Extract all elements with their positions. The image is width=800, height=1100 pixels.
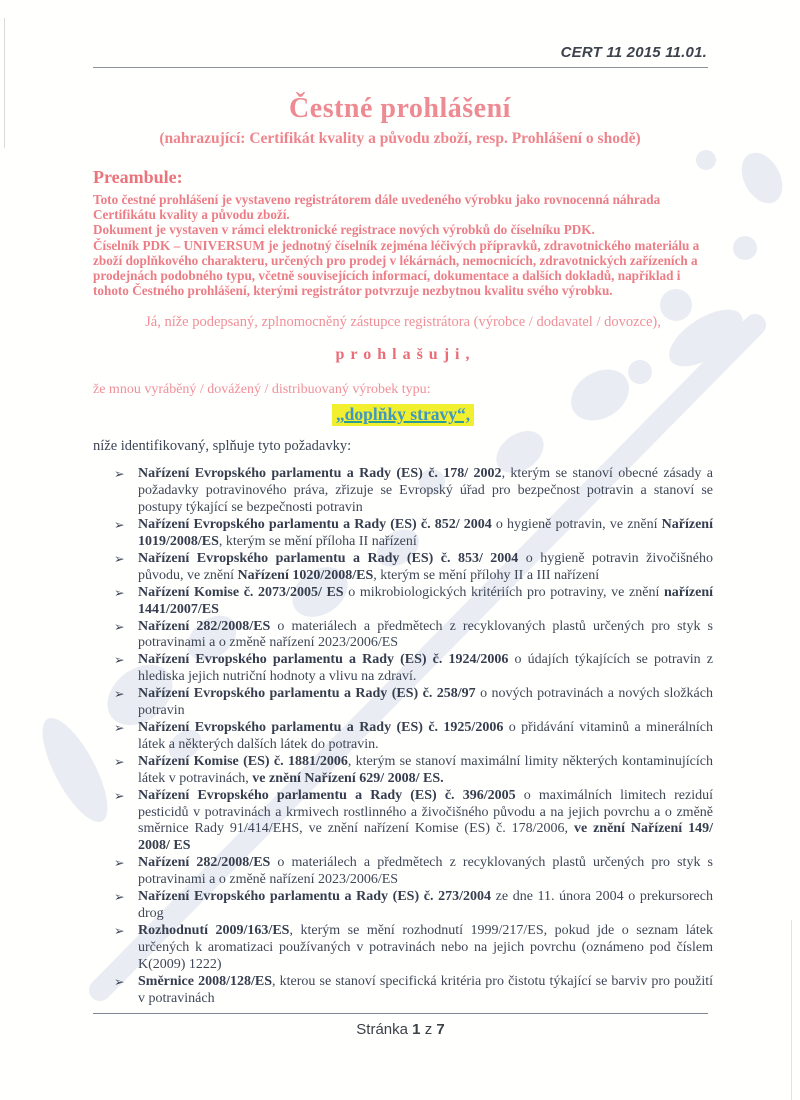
regulation-description: , kterou se stanoví specifická kritéria pro čistotu týkající se barviv pro použití v potravinách xyxy=(138,973,713,1006)
regulation-reference: Nařízení Evropského parlamentu a Rady (ES) č. 852/ 2004 xyxy=(138,517,492,533)
arrow-bullet-icon: ➢ xyxy=(114,517,125,533)
page-title: Čestné prohlášení xyxy=(289,93,511,124)
page-number-total: 7 xyxy=(436,1021,445,1038)
list-item xyxy=(93,720,713,754)
preamble-paragraph: Číselník PDK – UNIVERSUM je jednotný číselník zejména léčivých přípravků, zdravotnického materiálu a zboží doplňkového charakteru, určených pro prodej v lékárnách, nemocnicích, zdravotnických zařízeních a prodejnách podobného typu, včetně souvisejících informací, dokumentace a dalších dokladů, například i tohoto Čestného prohlášení, kterými registrátor potvrzuje nezbytnou kvalitu svého výrobku. xyxy=(93,237,700,299)
regulation-reference: Nařízení Evropského parlamentu a Rady (ES) č. 396/2005 xyxy=(138,787,516,803)
regulation-description: ze dne 11. února 2004 o prekursorech drog xyxy=(138,889,713,921)
arrow-bullet-icon: ➢ xyxy=(114,889,125,905)
header-divider xyxy=(93,67,708,68)
list-item xyxy=(93,855,713,889)
regulation-description: , kterým se stanoví maximální limity některých kontaminujících látek v potravinách, xyxy=(138,753,713,786)
list-item xyxy=(93,788,713,856)
regulation-description: o hygieně potravin, ve znění xyxy=(491,517,662,533)
arrow-bullet-icon: ➢ xyxy=(114,618,125,634)
arrow-bullet-icon: ➢ xyxy=(114,922,125,938)
regulation-description: o mikrobiologických kritériích pro potraviny, ve znění xyxy=(343,584,664,600)
requirements-list xyxy=(93,466,713,1007)
regulation-reference: nařízení 1441/2007/ES xyxy=(138,584,713,617)
footer-divider xyxy=(93,1013,708,1014)
regulation-description: o maximálních limitech reziduí pesticidů v potravinách a krmivech rostlinného a živočišného původu a na jejich povrchu a o změně směrnice Rady 91/414/EHS, ve znění nařízení Komise (ES) č. 178/2006, xyxy=(138,787,713,837)
arrow-bullet-icon: ➢ xyxy=(114,753,125,769)
product-type-highlight: „doplňky stravy“, xyxy=(332,404,474,426)
regulation-reference: Nařízení 1020/2008/ES xyxy=(237,567,374,583)
regulation-reference: Nařízení Evropského parlamentu a Rady (ES) č. 178/ 2002 xyxy=(138,466,502,482)
regulation-reference: ve znění Nařízení 629/ 2008/ ES. xyxy=(252,770,444,786)
regulation-reference: Nařízení Evropského parlamentu a Rady (ES) č. 1925/2006 xyxy=(138,720,504,736)
regulation-description: o hygieně potravin živočišného původu, ve znění xyxy=(138,550,713,583)
list-item xyxy=(93,974,713,1008)
page-number-current: 1 xyxy=(412,1021,421,1038)
regulation-reference: Směrnice 2008/128/ES xyxy=(138,973,273,989)
page-subtitle: (nahrazující: Certifikát kvality a původu zboží, resp. Prohlášení o shodě) xyxy=(159,130,641,147)
arrow-bullet-icon: ➢ xyxy=(114,973,125,989)
regulation-description: o materiálech a předmětech z recyklovaných plastů určených pro styk s potravinami a o změně nařízení 2023/2006/ES xyxy=(138,855,713,888)
preamble-heading: Preambule: xyxy=(93,167,183,187)
arrow-bullet-icon: ➢ xyxy=(114,550,125,566)
list-item xyxy=(93,466,713,517)
arrow-bullet-icon: ➢ xyxy=(114,466,125,482)
product-type-wrap xyxy=(93,404,713,426)
regulation-reference: Nařízení 282/2008/ES xyxy=(138,855,271,871)
regulation-reference: Nařízení Evropského parlamentu a Rady (ES) č. 258/97 xyxy=(138,686,476,702)
regulation-reference: Nařízení 1019/2008/ES xyxy=(138,517,713,550)
regulation-description: o údajích týkajících se potravin z hlediska jejich nutriční hodnoty a vlivu na zdraví. xyxy=(138,652,713,685)
requirements-intro: níže identifikovaný, splňuje tyto požadavky: xyxy=(93,438,352,455)
arrow-bullet-icon: ➢ xyxy=(114,720,125,736)
regulation-reference: Nařízení Komise č. 2073/2005/ ES xyxy=(138,584,344,600)
regulation-description: , kterým se stanoví obecné zásady a požadavky potravinového práva, zřizuje se Evropský úřad pro bezpečnost potravin a stanoví se postupy týkající se bezpečnosti potravin xyxy=(138,466,713,516)
list-item xyxy=(93,686,713,720)
regulation-reference: Nařízení Evropského parlamentu a Rady (ES) č. 853/ 2004 xyxy=(138,550,519,566)
declaration-intro: Já, níže podepsaný, zplnomocněný zástupce registrátora (výrobce / dodavatel / dovozce), xyxy=(145,314,661,331)
arrow-bullet-icon: ➢ xyxy=(114,584,125,600)
list-item xyxy=(93,923,713,974)
list-item xyxy=(93,517,713,551)
regulation-reference: ve znění Nařízení 149/ 2008/ ES xyxy=(138,821,714,854)
arrow-bullet-icon: ➢ xyxy=(114,787,125,803)
list-item xyxy=(93,889,713,923)
regulation-description: , kterým se mění příloha II nařízení xyxy=(218,534,417,550)
regulation-description: , kterým se mění rozhodnutí 1999/217/ES, pokud jde o seznam látek určených k aromatizaci používaných v potravinách nebo na jejich povrchu (oznámeno pod číslem K(2009) 1222) xyxy=(138,922,713,972)
list-item xyxy=(93,652,713,686)
regulation-reference: Nařízení Komise (ES) č. 1881/2006 xyxy=(138,753,348,769)
regulation-description: o nových potravinách a nových složkách potravin xyxy=(138,686,713,719)
preamble-paragraph: Dokument je vystaven v rámci elektronické registrace nových výrobků do číselníku PDK. xyxy=(93,222,595,238)
regulation-description: o materiálech a předmětech z recyklovaných plastů určených pro styk s potravinami a o změně nařízení 2023/2006/ES xyxy=(138,618,713,651)
regulation-reference: Rozhodnutí 2009/163/ES xyxy=(138,922,290,938)
preamble-paragraph: Toto čestné prohlášení je vystaveno registrátorem dále uvedeného výrobku jako rovnocenná náhrada Certifikátu kvality a původu zboží. xyxy=(93,192,661,223)
arrow-bullet-icon: ➢ xyxy=(114,686,125,702)
arrow-bullet-icon: ➢ xyxy=(114,855,125,871)
list-item xyxy=(93,619,713,653)
page-number-of: z xyxy=(424,1021,433,1038)
document-code: CERT 11 2015 11.01. xyxy=(560,44,707,61)
regulation-reference: Nařízení Evropského parlamentu a Rady (ES) č. 273/2004 xyxy=(138,889,491,905)
declaration-verb: p r o h l a š u j i , xyxy=(335,346,471,364)
list-item xyxy=(93,551,713,585)
product-type-lead: že mnou vyráběný / dovážený / distribuovaný výrobek typu: xyxy=(93,382,431,398)
regulation-description: o přidávání vitaminů a minerálních látek a některých dalších látek do potravin. xyxy=(138,720,713,752)
regulation-description: , kterým se mění přílohy II a III nařízení xyxy=(373,567,600,583)
page-number-label: Stránka xyxy=(356,1021,408,1038)
page-number xyxy=(93,1021,708,1038)
regulation-reference: Nařízení Evropského parlamentu a Rady (ES) č. 1924/2006 xyxy=(138,652,509,668)
list-item xyxy=(93,585,713,619)
regulation-reference: Nařízení 282/2008/ES xyxy=(138,618,271,634)
list-item xyxy=(93,754,713,788)
arrow-bullet-icon: ➢ xyxy=(114,652,125,668)
document-body xyxy=(93,167,713,1007)
